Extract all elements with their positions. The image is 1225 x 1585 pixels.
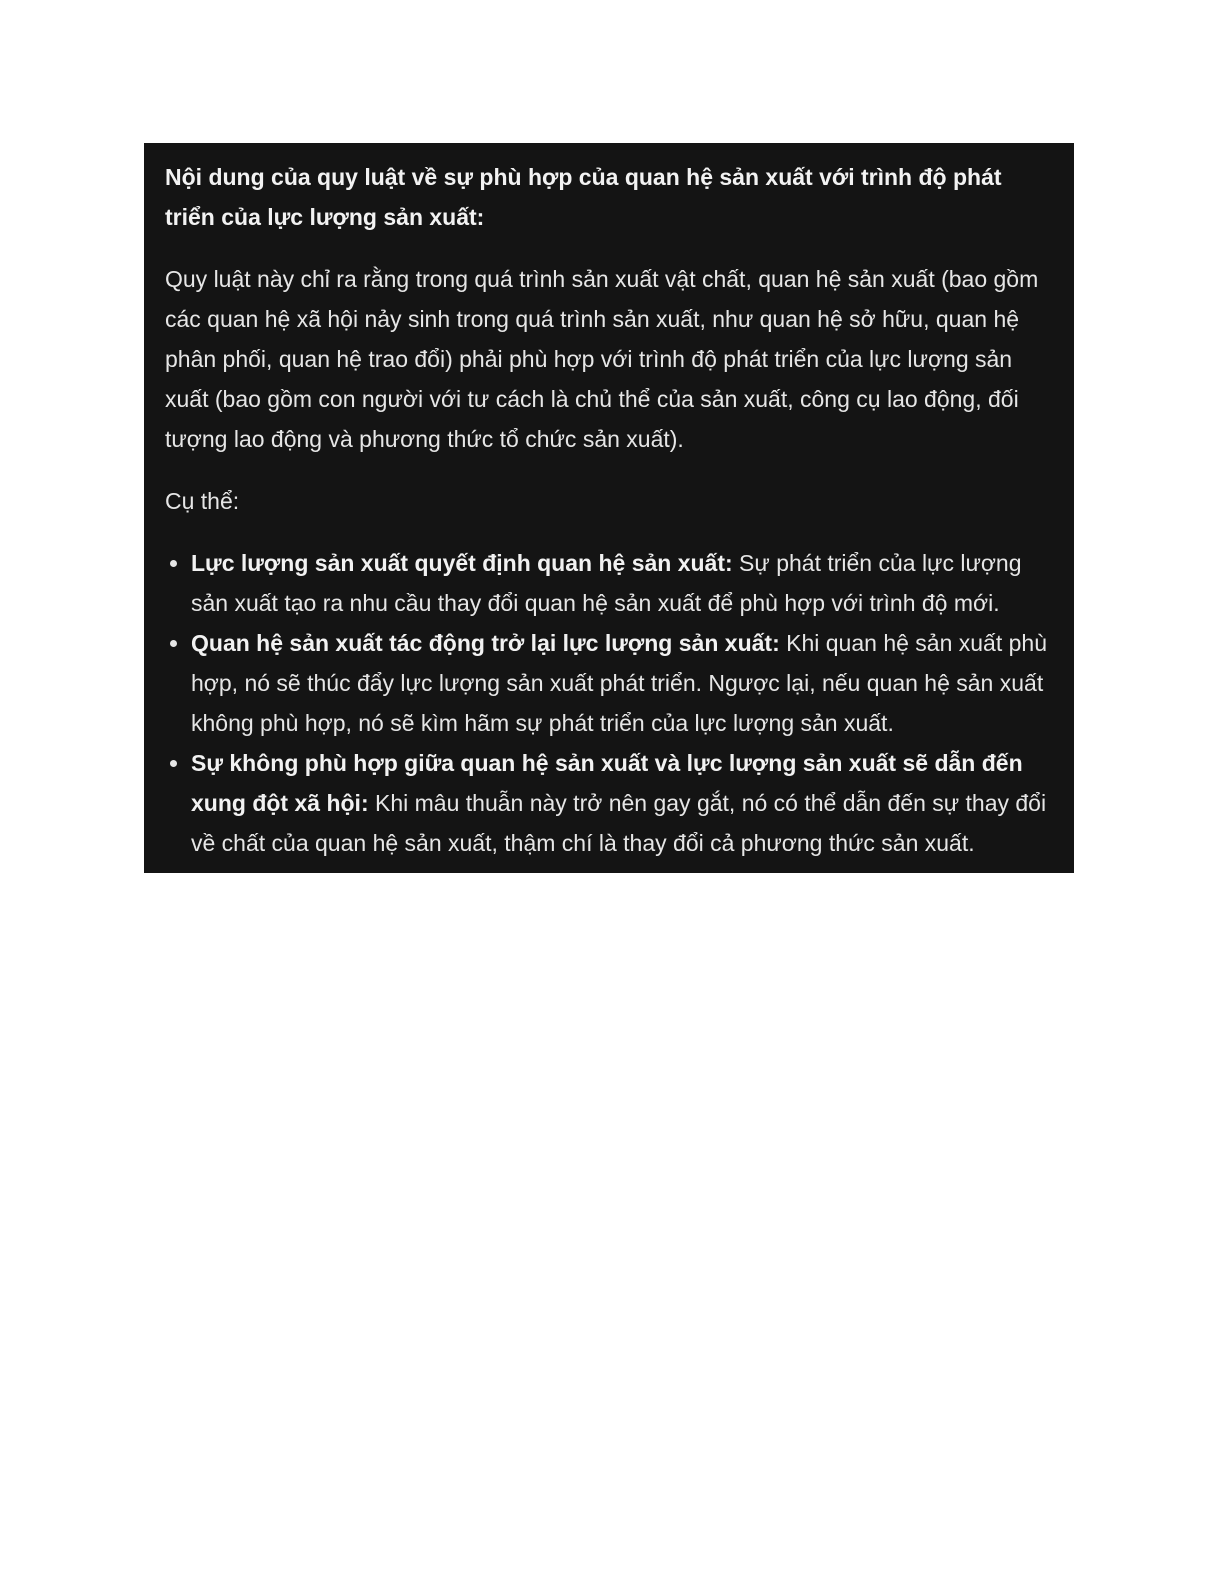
list-item [191, 543, 1052, 623]
bullet-icon [170, 560, 177, 567]
bullet-icon [170, 760, 177, 767]
bullet-icon [170, 640, 177, 647]
list-item [191, 623, 1052, 743]
section-heading: Nội dung của quy luật về sự phù hợp của quan hệ sản xuất với trình độ phát triển của lực lượng sản xuất: [165, 164, 1002, 230]
bullet-text: Sự phát triển của lực lượng sản xuất tạo ra nhu cầu thay đổi quan hệ sản xuất để phù hợp với trình độ mới. [191, 550, 1022, 616]
list-item [191, 743, 1052, 863]
bullet-text: Khi mâu thuẫn này trở nên gay gắt, nó có thể dẫn đến sự thay đổi về chất của quan hệ sản xuất, thậm chí là thay đổi cả phương thức sản xuất. [191, 790, 1047, 856]
content-panel [144, 143, 1074, 873]
intro-paragraph: Quy luật này chỉ ra rằng trong quá trình sản xuất vật chất, quan hệ sản xuất (bao gồm các quan hệ xã hội nảy sinh trong quá trình sản xuất, như quan hệ sở hữu, quan hệ phân phối, quan hệ trao đổi) phải phù hợp với trình độ phát triển của lực lượng sản xuất (bao gồm con người với tư cách là chủ thể của sản xuất, công cụ lao động, đối tượng lao động và phương thức tổ chức sản xuất). [165, 266, 1039, 452]
sub-heading: Cụ thể: [165, 488, 240, 514]
bullet-lead: Sự không phù hợp giữa quan hệ sản xuất và lực lượng sản xuất sẽ dẫn đến xung đột xã hội: [191, 750, 1023, 816]
bullet-list [165, 543, 1052, 863]
bullet-lead: Quan hệ sản xuất tác động trở lại lực lượng sản xuất: [191, 630, 780, 656]
bullet-text: Khi quan hệ sản xuất phù hợp, nó sẽ thúc đẩy lực lượng sản xuất phát triển. Ngược lại, nếu quan hệ sản xuất không phù hợp, nó sẽ kìm hãm sự phát triển của lực lượng sản xuất. [191, 630, 1047, 736]
bullet-lead: Lực lượng sản xuất quyết định quan hệ sản xuất: [191, 550, 733, 576]
